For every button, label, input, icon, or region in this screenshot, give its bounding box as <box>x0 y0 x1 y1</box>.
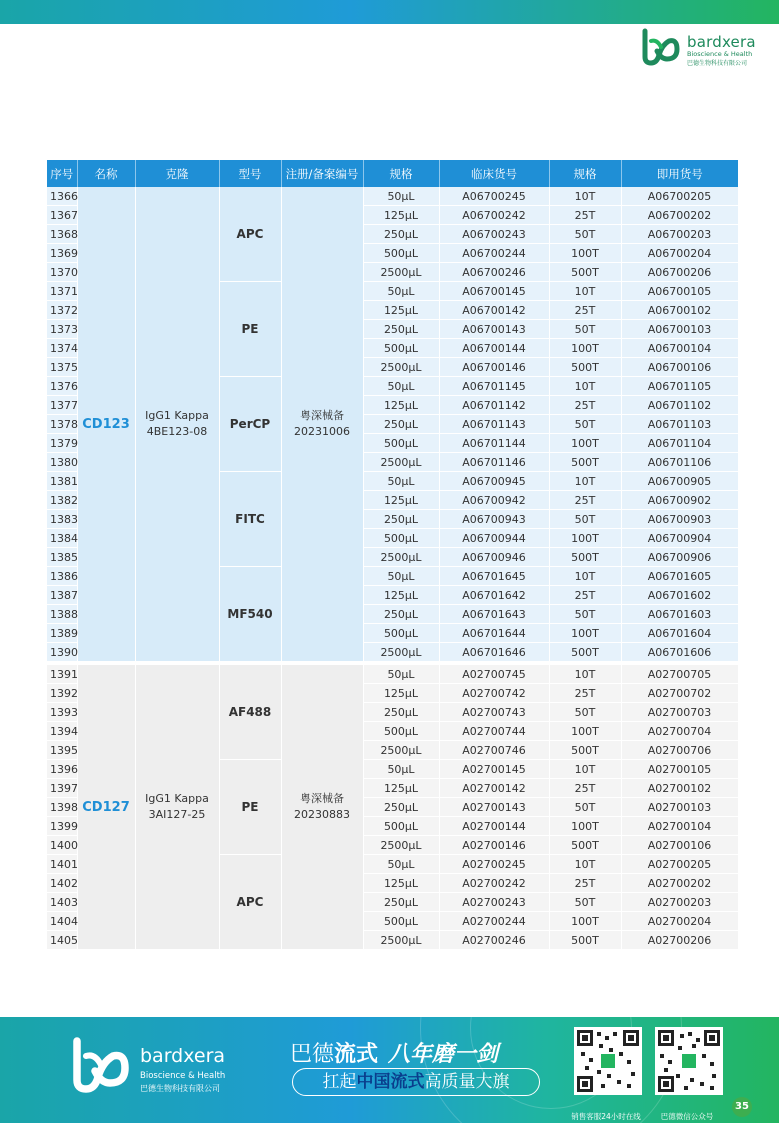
registration-number: 20231006 <box>294 425 350 438</box>
header-clinical-code: 临床货号 <box>439 160 549 187</box>
cell-clinical-code: A02700743 <box>439 703 549 722</box>
cell-spec-tests: 100T <box>549 912 621 931</box>
cell-spec-tests: 500T <box>549 358 621 377</box>
cell-type: APC <box>219 187 281 282</box>
cell-ready-code: A06700104 <box>621 339 738 358</box>
clone-isotype: IgG1 Kappa <box>145 792 209 805</box>
cell-clinical-code: A06700942 <box>439 491 549 510</box>
cell-spec-tests: 100T <box>549 529 621 548</box>
cell-clinical-code: A02700142 <box>439 779 549 798</box>
cell-ready-code: A02700106 <box>621 836 738 855</box>
cell-no: 1384 <box>47 529 77 548</box>
footer-slogan-line1 <box>290 1037 498 1068</box>
cell-spec: 500μL <box>363 244 439 263</box>
cell-spec: 250μL <box>363 320 439 339</box>
cell-clinical-code: A06700946 <box>439 548 549 567</box>
footer-brand-name: bardxera <box>140 1045 226 1067</box>
cell-spec: 125μL <box>363 301 439 320</box>
header-brand-name: bardxera <box>687 33 756 51</box>
cell-clinical-code: A06700144 <box>439 339 549 358</box>
cell-spec: 250μL <box>363 893 439 912</box>
cell-clinical-code: A06701145 <box>439 377 549 396</box>
cell-spec: 500μL <box>363 529 439 548</box>
cell-no: 1403 <box>47 893 77 912</box>
cell-spec-tests: 50T <box>549 320 621 339</box>
cell-clinical-code: A06701146 <box>439 453 549 472</box>
cell-spec: 50μL <box>363 187 439 206</box>
cell-spec-tests: 10T <box>549 855 621 874</box>
cell-spec: 125μL <box>363 874 439 893</box>
header-type: 型号 <box>219 160 281 187</box>
cell-ready-code: A02700706 <box>621 741 738 760</box>
cell-ready-code: A02700203 <box>621 893 738 912</box>
cell-ready-code: A06700206 <box>621 263 738 282</box>
qr-label-sales: 销售客服24小时在线 <box>571 1112 641 1121</box>
cell-clinical-code: A02700245 <box>439 855 549 874</box>
slogan2-part-c: 高质量大旗 <box>424 1072 510 1092</box>
top-gradient-bar <box>0 0 779 24</box>
footer-banner <box>0 1017 779 1123</box>
qr-label-wechat: 巴德微信公众号 <box>660 1112 714 1121</box>
cell-no: 1387 <box>47 586 77 605</box>
cell-spec: 50μL <box>363 760 439 779</box>
cell-ready-code: A06701106 <box>621 453 738 472</box>
cell-ready-code: A06700102 <box>621 301 738 320</box>
cell-ready-code: A06700106 <box>621 358 738 377</box>
cell-spec: 500μL <box>363 817 439 836</box>
header-name: 名称 <box>77 160 135 187</box>
cell-no: 1378 <box>47 415 77 434</box>
cell-type: PE <box>219 282 281 377</box>
cell-ready-code: A06701102 <box>621 396 738 415</box>
cell-type: PerCP <box>219 377 281 472</box>
cell-ready-code: A02700206 <box>621 931 738 950</box>
cell-spec-tests: 50T <box>549 605 621 624</box>
cell-ready-code: A06701104 <box>621 434 738 453</box>
cell-clinical-code: A06700243 <box>439 225 549 244</box>
cell-spec-tests: 500T <box>549 931 621 950</box>
clone-id: 3AI127-25 <box>148 808 206 821</box>
cell-spec: 500μL <box>363 434 439 453</box>
cell-spec-tests: 500T <box>549 453 621 472</box>
cell-clinical-code: A06701644 <box>439 624 549 643</box>
cell-ready-code: A02700204 <box>621 912 738 931</box>
cell-clinical-code: A06700944 <box>439 529 549 548</box>
cell-spec: 250μL <box>363 415 439 434</box>
cell-spec-tests: 50T <box>549 225 621 244</box>
slogan1-part-b: 流式 <box>334 1042 379 1067</box>
cell-registration <box>281 187 363 663</box>
header-no: 序号 <box>47 160 77 187</box>
table-row <box>47 187 738 206</box>
cell-type: APC <box>219 855 281 950</box>
cell-spec-tests: 500T <box>549 836 621 855</box>
cell-no: 1382 <box>47 491 77 510</box>
group-cd123 <box>47 187 738 663</box>
cell-spec-tests: 500T <box>549 548 621 567</box>
header-clone: 克隆 <box>135 160 219 187</box>
cell-ready-code: A02700702 <box>621 684 738 703</box>
cell-spec: 50μL <box>363 472 439 491</box>
cell-spec: 2500μL <box>363 263 439 282</box>
cell-no: 1404 <box>47 912 77 931</box>
cell-clinical-code: A06701646 <box>439 643 549 664</box>
cell-clinical-code: A06701643 <box>439 605 549 624</box>
cell-ready-code: A02700102 <box>621 779 738 798</box>
cell-spec-tests: 50T <box>549 703 621 722</box>
bardxera-logo-icon <box>639 27 683 67</box>
cell-no: 1389 <box>47 624 77 643</box>
cell-ready-code: A06700203 <box>621 225 738 244</box>
cell-spec-tests: 50T <box>549 798 621 817</box>
cell-spec: 125μL <box>363 779 439 798</box>
cell-spec-tests: 50T <box>549 893 621 912</box>
cell-ready-code: A02700104 <box>621 817 738 836</box>
cell-clinical-code: A06701642 <box>439 586 549 605</box>
cell-no: 1399 <box>47 817 77 836</box>
cell-no: 1385 <box>47 548 77 567</box>
cell-no: 1383 <box>47 510 77 529</box>
cell-ready-code: A02700103 <box>621 798 738 817</box>
cell-spec-tests: 100T <box>549 339 621 358</box>
cell-spec-tests: 25T <box>549 301 621 320</box>
cell-spec: 500μL <box>363 339 439 358</box>
cell-spec-tests: 10T <box>549 472 621 491</box>
cell-type: PE <box>219 760 281 855</box>
cell-spec-tests: 100T <box>549 624 621 643</box>
qr-code-icon <box>577 1030 639 1092</box>
cell-clone <box>135 663 219 950</box>
cell-type: MF540 <box>219 567 281 664</box>
header-spec: 规格 <box>363 160 439 187</box>
cell-ready-code: A06701103 <box>621 415 738 434</box>
cell-spec-tests: 25T <box>549 874 621 893</box>
cell-clinical-code: A06700244 <box>439 244 549 263</box>
cell-no: 1388 <box>47 605 77 624</box>
cell-no: 1374 <box>47 339 77 358</box>
cell-ready-code: A06700103 <box>621 320 738 339</box>
cell-clinical-code: A02700146 <box>439 836 549 855</box>
cell-clinical-code: A06701143 <box>439 415 549 434</box>
cell-clinical-code: A06701144 <box>439 434 549 453</box>
cell-spec: 125μL <box>363 206 439 225</box>
cell-clinical-code: A02700742 <box>439 684 549 703</box>
table-row <box>47 663 738 684</box>
cell-spec: 50μL <box>363 377 439 396</box>
cell-spec: 250μL <box>363 225 439 244</box>
slogan1-part-a: 巴德 <box>290 1042 335 1067</box>
cell-spec: 2500μL <box>363 548 439 567</box>
cell-no: 1376 <box>47 377 77 396</box>
page-number: 35 <box>732 1097 752 1117</box>
qr-code-sales <box>574 1027 642 1095</box>
cell-clinical-code: A06700145 <box>439 282 549 301</box>
cell-clinical-code: A06700943 <box>439 510 549 529</box>
cell-no: 1390 <box>47 643 77 664</box>
cell-spec: 50μL <box>363 663 439 684</box>
registration-number: 20230883 <box>294 808 350 821</box>
cell-type: AF488 <box>219 663 281 760</box>
cell-spec-tests: 25T <box>549 779 621 798</box>
cell-no: 1386 <box>47 567 77 586</box>
cell-clinical-code: A06701142 <box>439 396 549 415</box>
cell-clinical-code: A02700745 <box>439 663 549 684</box>
cell-no: 1405 <box>47 931 77 950</box>
cell-no: 1373 <box>47 320 77 339</box>
cell-no: 1393 <box>47 703 77 722</box>
cell-ready-code: A06700204 <box>621 244 738 263</box>
cell-clinical-code: A06700245 <box>439 187 549 206</box>
cell-ready-code: A06700903 <box>621 510 738 529</box>
cell-clinical-code: A02700246 <box>439 931 549 950</box>
cell-spec: 500μL <box>363 722 439 741</box>
cell-no: 1371 <box>47 282 77 301</box>
cell-no: 1372 <box>47 301 77 320</box>
cell-clinical-code: A02700744 <box>439 722 549 741</box>
cell-no: 1379 <box>47 434 77 453</box>
cell-registration <box>281 663 363 950</box>
cell-no: 1375 <box>47 358 77 377</box>
cell-clinical-code: A06700246 <box>439 263 549 282</box>
cell-spec-tests: 25T <box>549 491 621 510</box>
cell-ready-code: A06700906 <box>621 548 738 567</box>
cell-clinical-code: A06701645 <box>439 567 549 586</box>
cell-spec: 125μL <box>363 491 439 510</box>
cell-ready-code: A02700704 <box>621 722 738 741</box>
cell-no: 1368 <box>47 225 77 244</box>
cell-ready-code: A06701604 <box>621 624 738 643</box>
qr-code-wechat <box>655 1027 723 1095</box>
footer-logo <box>68 1035 258 1107</box>
cell-spec: 2500μL <box>363 643 439 664</box>
cell-spec-tests: 50T <box>549 510 621 529</box>
cell-ready-code: A06700202 <box>621 206 738 225</box>
cell-no: 1400 <box>47 836 77 855</box>
cell-no: 1366 <box>47 187 77 206</box>
clone-id: 4BE123-08 <box>146 425 208 438</box>
qr-code-icon <box>658 1030 720 1092</box>
bardxera-logo-icon <box>68 1035 134 1095</box>
cell-clinical-code: A02700145 <box>439 760 549 779</box>
cell-no: 1398 <box>47 798 77 817</box>
cell-product-name: CD127 <box>77 663 135 950</box>
cell-ready-code: A02700205 <box>621 855 738 874</box>
header-brand-subtitle-cn: 巴德生物科技有限公司 <box>687 60 748 67</box>
cell-spec: 125μL <box>363 684 439 703</box>
cell-spec-tests: 500T <box>549 263 621 282</box>
cell-ready-code: A02700202 <box>621 874 738 893</box>
cell-spec: 250μL <box>363 798 439 817</box>
registration-prefix: 粤深械备 <box>300 409 344 422</box>
cell-no: 1394 <box>47 722 77 741</box>
cell-spec-tests: 25T <box>549 586 621 605</box>
cell-spec: 500μL <box>363 624 439 643</box>
product-spec-table <box>47 160 739 950</box>
footer-brand-subtitle-cn: 巴德生物科技有限公司 <box>140 1084 220 1093</box>
cell-spec-tests: 100T <box>549 722 621 741</box>
cell-spec-tests: 25T <box>549 206 621 225</box>
cell-spec-tests: 100T <box>549 244 621 263</box>
registration-prefix: 粤深械备 <box>300 792 344 805</box>
cell-spec-tests: 500T <box>549 741 621 760</box>
cell-spec: 500μL <box>363 912 439 931</box>
header-registration: 注册/备案编号 <box>281 160 363 187</box>
cell-clinical-code: A06700143 <box>439 320 549 339</box>
cell-no: 1401 <box>47 855 77 874</box>
clone-isotype: IgG1 Kappa <box>145 409 209 422</box>
table-header-row <box>47 160 738 187</box>
cell-spec: 2500μL <box>363 931 439 950</box>
cell-spec-tests: 10T <box>549 187 621 206</box>
header-logo <box>639 27 769 67</box>
header-spec-tests: 规格 <box>549 160 621 187</box>
slogan2-part-b: 中国流式 <box>356 1072 425 1092</box>
cell-no: 1380 <box>47 453 77 472</box>
cell-clinical-code: A02700746 <box>439 741 549 760</box>
cell-spec-tests: 50T <box>549 415 621 434</box>
cell-ready-code: A06701603 <box>621 605 738 624</box>
cell-ready-code: A06700205 <box>621 187 738 206</box>
cell-ready-code: A06700904 <box>621 529 738 548</box>
cell-spec-tests: 10T <box>549 663 621 684</box>
footer-brand-subtitle-en: Bioscience & Health <box>140 1071 226 1081</box>
cell-spec: 2500μL <box>363 453 439 472</box>
footer-slogan-line2 <box>292 1068 540 1096</box>
cell-ready-code: A06701605 <box>621 567 738 586</box>
header-ready-code: 即用货号 <box>621 160 738 187</box>
cell-no: 1381 <box>47 472 77 491</box>
cell-spec: 250μL <box>363 703 439 722</box>
cell-spec: 50μL <box>363 855 439 874</box>
cell-ready-code: A06700902 <box>621 491 738 510</box>
slogan1-part-c: 八年磨一剑 <box>388 1041 499 1067</box>
cell-no: 1392 <box>47 684 77 703</box>
cell-no: 1391 <box>47 663 77 684</box>
cell-no: 1396 <box>47 760 77 779</box>
cell-ready-code: A02700703 <box>621 703 738 722</box>
cell-clinical-code: A02700242 <box>439 874 549 893</box>
cell-spec-tests: 100T <box>549 434 621 453</box>
cell-spec: 125μL <box>363 586 439 605</box>
cell-spec-tests: 10T <box>549 760 621 779</box>
cell-clinical-code: A02700143 <box>439 798 549 817</box>
cell-no: 1402 <box>47 874 77 893</box>
cell-spec: 250μL <box>363 605 439 624</box>
cell-type: FITC <box>219 472 281 567</box>
cell-ready-code: A06700905 <box>621 472 738 491</box>
cell-spec: 50μL <box>363 282 439 301</box>
cell-clinical-code: A06700142 <box>439 301 549 320</box>
cell-spec-tests: 10T <box>549 377 621 396</box>
cell-spec: 2500μL <box>363 741 439 760</box>
cell-no: 1377 <box>47 396 77 415</box>
slogan2-part-a: 扛起 <box>322 1072 357 1092</box>
cell-spec-tests: 100T <box>549 817 621 836</box>
group-cd127 <box>47 663 738 950</box>
cell-ready-code: A06701602 <box>621 586 738 605</box>
cell-clinical-code: A02700243 <box>439 893 549 912</box>
cell-clone <box>135 187 219 663</box>
cell-spec-tests: 10T <box>549 282 621 301</box>
cell-clinical-code: A06700146 <box>439 358 549 377</box>
cell-no: 1397 <box>47 779 77 798</box>
cell-spec-tests: 25T <box>549 396 621 415</box>
cell-no: 1369 <box>47 244 77 263</box>
cell-clinical-code: A02700244 <box>439 912 549 931</box>
cell-ready-code: A06700105 <box>621 282 738 301</box>
cell-spec: 50μL <box>363 567 439 586</box>
cell-spec-tests: 500T <box>549 643 621 664</box>
cell-spec: 2500μL <box>363 358 439 377</box>
cell-ready-code: A02700705 <box>621 663 738 684</box>
cell-spec: 2500μL <box>363 836 439 855</box>
cell-product-name: CD123 <box>77 187 135 663</box>
cell-spec: 125μL <box>363 396 439 415</box>
cell-spec: 250μL <box>363 510 439 529</box>
cell-no: 1395 <box>47 741 77 760</box>
header-brand-subtitle-en: Bioscience & Health <box>687 50 753 58</box>
cell-ready-code: A06701606 <box>621 643 738 664</box>
cell-clinical-code: A06700242 <box>439 206 549 225</box>
cell-spec-tests: 25T <box>549 684 621 703</box>
cell-clinical-code: A02700144 <box>439 817 549 836</box>
cell-ready-code: A06701105 <box>621 377 738 396</box>
cell-clinical-code: A06700945 <box>439 472 549 491</box>
cell-spec-tests: 10T <box>549 567 621 586</box>
cell-ready-code: A02700105 <box>621 760 738 779</box>
cell-no: 1370 <box>47 263 77 282</box>
cell-no: 1367 <box>47 206 77 225</box>
